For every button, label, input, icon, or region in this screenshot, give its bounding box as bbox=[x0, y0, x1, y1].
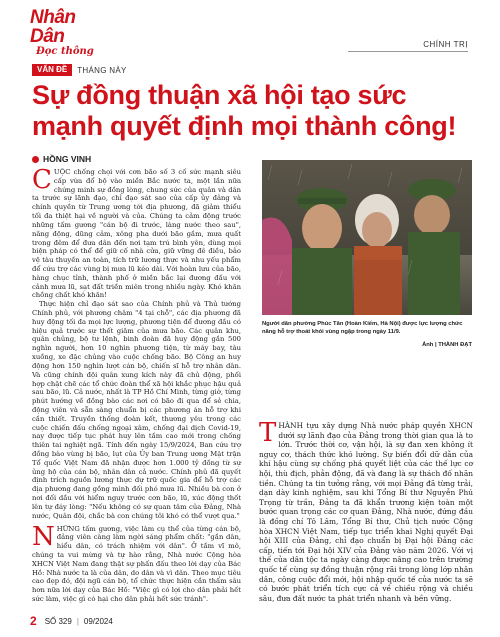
issue-number: SỐ 329 bbox=[44, 616, 72, 626]
para4-text: HÀNH tựu xây dựng Nhà nước pháp quyền XHCN dưới sự lãnh đạo của Đảng trong thời gian qua là to lớn. Trước thời cơ, vận hội, là sự đan xen không ít nguy cơ, thách thức khó lường. Sự biến đổi dữ dằn của khí hậu cùng sự chống phá quyết liệt của các thế lực cơ hội, thù địch, phản động, đã và đang là sự thách đố nhãn tiền. Chúng ta tin tưởng rằng, với mọi Đảng đã từng trải, dạn dày kinh nghiệm, sau khi Tổng Bí thư Nguyễn Phú Trọng từ trần, Đảng ta đã khẩn trương kiện toàn một bước quan trọng các cơ quan Đảng, Nhà nước, đứng đầu là đồng chí Tô Lâm, Tổng Bí thư, Chủ tịch nước Cộng hòa XHCN Việt Nam, tiếp tục triển khai Nghị quyết Đại hội XIII của Đảng, chỉ đạo chuẩn bị Đại hội Đảng các cấp, tiến tới Đại hội XIV của Đảng vào năm 2026. Với vị thế của dân tộc ta ngày càng được nâng cao trên trường quốc tế cùng sự đồng thuận rộng rãi trong lòng lớp nhân dân, công cuộc đổi mới, hội nhập quốc tế của nước ta sẽ có bước phát triển tích cực cả về chiều rộng và chiều sâu, đưa đất nước ta phát triển nhanh và bền vững. bbox=[259, 421, 473, 603]
para3-dropcap: N bbox=[32, 521, 55, 552]
para3-text: HỮNG tấm gương, việc làm cụ thể của từng cán bộ, đảng viên càng làm ngời sáng phẩm chất: "gần dân, hiểu dân, có trách nhiệm với dân". Ở tầm vĩ mô, chúng ta vui mừng và tự hào rằng, Nhà nước Cộng hòa XHCN Việt Nam đang thật sự phấn đấu theo lời dạy của Bác Hồ: Nhà nước ta là của dân, do dân và vì dân. Theo mục tiêu cao đẹp đó, đội ngũ cán bộ, tổ chức thực hiện cần thấm sâu hơn nữa lời dạy của Bác Hồ: "Việc gì có lợi cho dân phải hết sức làm, việc gì có hại cho dân phải hết sức tránh". bbox=[32, 524, 241, 603]
body-column-left bbox=[32, 165, 241, 604]
issue-info bbox=[45, 617, 113, 626]
intro-text: UỘC chống chọi với cơn bão số 3 cố sức mạnh siêu cấp vừa đổ bộ vào miền Bắc nước ta, một lần nữa chứng minh sự đồng lòng, chung sức của quân và dân ta trước sự lãnh đạo, chỉ đạo sát sao của cấp ủy đảng và chính quyền từ Trung ương tới địa phương, đã giảm thiểu tối đa thiệt hại về người và của. Chúng ta cảm động trước những tấm gương "cán bộ đi trước, làng nước theo sau", năng động, dũng cảm, xông pha dưới bão gầm, mưa quất trong đêm để đưa dân đến nơi tạm trú bình yên, dùng mọi biện pháp có thể để giữ cố nhà cửa, giữ vững đê điều, bảo vệ tàu thuyền an toàn, tích trữ lương thực và nhu yếu phẩm để cứu trợ các vùng bị mưa lũ kéo dài. Với hoàn lưu của bão, hàng chục tỉnh, thành phố ở miền bắc lại đương đầu với cảnh mưa lũ, sạt đất triền miên trong nhiều ngày. Khó khăn chồng chất khó khăn! bbox=[32, 168, 241, 300]
body-paragraph-3-start bbox=[32, 521, 241, 604]
article-photo bbox=[262, 160, 472, 315]
author-bullet-icon bbox=[32, 156, 39, 163]
intro-dropcap: C bbox=[32, 165, 52, 195]
intro-paragraph bbox=[32, 165, 241, 300]
issue-date: 09/2024 bbox=[83, 616, 113, 626]
article-headline: Sự đồng thuận xã hội tạo sức mạnh quyết định mọi thành công! bbox=[32, 80, 457, 141]
newspaper-logo bbox=[30, 7, 94, 57]
logo-sub-text: Đọc thông bbox=[36, 46, 94, 57]
category-tag bbox=[32, 64, 127, 76]
body-paragraph-4 bbox=[259, 418, 473, 603]
section-divider bbox=[348, 51, 468, 52]
photo-credit: Ảnh | THÀNH ĐẠT bbox=[422, 342, 472, 348]
section-label: CHÍNH TRỊ bbox=[423, 40, 468, 49]
page-footer bbox=[30, 614, 113, 628]
logo-main-text: Nhân Dân bbox=[30, 7, 76, 47]
category-tag-secondary: THÁNG NÀY bbox=[77, 65, 127, 75]
author-name: HỒNG VINH bbox=[43, 154, 92, 164]
issue-separator: | bbox=[76, 616, 79, 626]
para4-dropcap: T bbox=[259, 418, 277, 448]
article-author bbox=[32, 154, 91, 164]
page-number: 2 bbox=[30, 614, 37, 628]
body-paragraph-2: Thực hiện chỉ đạo sát sao của Chính phủ và Thủ tướng Chính phủ, với phương châm "4 tại chỗ", các địa phương đã huy động tối đa mọi lực lượng, phương tiện để đương đầu có hiệu quả trước sự thết giăm của mưa bão. Các quân khu, quân chủng, bộ tư lệnh, binh đoàn đã huy động gần 500 nghìn người, hơn 10 nghìn phương tiện, từ máy bay, tàu xuồng, xe đặc chủng vào cuộc chống bão. Bộ Công an huy động hơn 150 nghìn lượt cán bộ, chiến sĩ hỗ trợ nhân dân. Và cũng chính đội quân xung kích này đã chủ động, phối hợp chặt chẽ các tổ chức đoàn thể xã hội khắc phục hậu quả sau bão, lũ. Cả nước, nhất là TP Hồ Chí Minh, từng giờ, từng phút hướng về đồng bào các nơi có bão đi qua để sẻ chia, động viên và sẵn sàng chuẩn bị các phương án hỗ trợ khi cần thiết. Truyền thống đoàn kết, thương yêu trong các cuộc chiến đấu chống ngoại xâm, chống đại dịch Covid-19, nay được tiếp tục phát huy lên tầm cao mới trong chống thiên tai nghiệt ngã. Tính đến ngày 15/9/2024, Ban cứu trợ đồng bào vùng bị bão, lụt của Ủy ban Trung ương Mặt trận Tổ quốc Việt Nam đã nhận được hơn 1.000 tỷ đồng từ sự ủng hộ của cán bộ, nhân dân cả nước. Chính phủ đã quyết định trích nguồn lương thực dự trữ quốc gia để hỗ trợ các địa phương đang gồng mình đối phó mưa lũ. Nhiều bà con ở nơi đối dầu với hiểm nguy trước cơn bão, lũ, xúc động thốt lên tự đáy lòng: "Nếu không có sự quan tâm của Đảng, Nhà nước, Quân đội, chắc bà con chúng tôi khó có thể vượt qua." bbox=[32, 300, 241, 520]
photo-caption: Người dân phường Phúc Tân (Hoàn Kiếm, Hà Nội) được lực lượng chức năng hỗ trợ thoát khỏi vùng ngập trong ngày 11/9. bbox=[262, 321, 463, 335]
category-tag-primary: VẤN ĐỀ bbox=[32, 64, 72, 76]
body-column-right bbox=[259, 418, 473, 603]
